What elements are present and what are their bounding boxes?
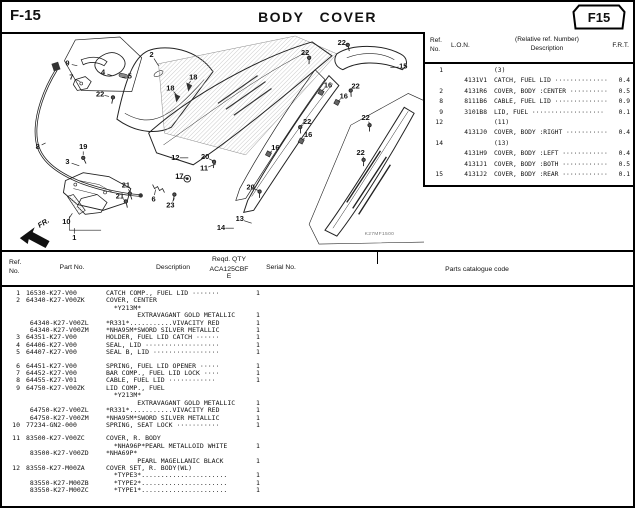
parts-table-row bbox=[2, 290, 633, 297]
ref-no-cell: 9 bbox=[439, 108, 443, 116]
callout-number: 22 bbox=[361, 113, 370, 123]
ref-table-row bbox=[425, 160, 633, 170]
callout-number: 16 bbox=[323, 80, 333, 90]
callout-number: 17 bbox=[175, 171, 184, 181]
latch-assembly-shape bbox=[63, 173, 130, 230]
callout-number: 16 bbox=[339, 91, 348, 101]
part-no-cell: 16530-K27-V00 bbox=[26, 289, 77, 297]
lon-cell: 4131J1 bbox=[464, 160, 487, 168]
parts-table-row bbox=[2, 297, 633, 304]
ref-no-cell: 15 bbox=[435, 171, 443, 179]
part-no-cell: 64750-K27-V00ZK bbox=[26, 383, 85, 392]
col-description-label: Description bbox=[156, 264, 190, 271]
part-no-cell: 64340-K27-V00ZM bbox=[26, 326, 89, 335]
parts-table-row bbox=[2, 312, 633, 319]
description-cell: *Y213M* bbox=[106, 392, 142, 400]
ref-no-cell: 6 bbox=[16, 361, 20, 370]
ref-table-row bbox=[425, 108, 633, 118]
ref-no-cell: 1 bbox=[16, 289, 20, 297]
description-cell: *R331*...........VIVACITY RED bbox=[106, 319, 220, 327]
description-cell: SEAL B, LID ················· bbox=[106, 349, 220, 357]
callout-number: 8 bbox=[35, 141, 40, 151]
part-no-cell: 64351-K27-V00 bbox=[26, 333, 77, 342]
frt-cell: 0.4 bbox=[618, 150, 630, 158]
parts-table-row bbox=[2, 458, 633, 465]
callout-number: 16 bbox=[271, 142, 280, 152]
ref-no-cell bbox=[2, 487, 20, 494]
callout-leader-line bbox=[107, 74, 112, 76]
frt-cell: 0.4 bbox=[618, 129, 630, 137]
frt-cell bbox=[608, 139, 633, 149]
ref-no-cell: 8 bbox=[439, 98, 443, 106]
qty-cell: 1 bbox=[256, 486, 260, 495]
frt-cell: 0.9 bbox=[618, 98, 630, 106]
diagram-code: K27MF1500 bbox=[364, 232, 395, 238]
parts-table-row bbox=[2, 450, 633, 457]
callout-number: 22 bbox=[303, 117, 312, 127]
parts-table-row bbox=[2, 472, 633, 479]
description-cell: COVER, BODY :BOTH ············ bbox=[494, 160, 608, 168]
qty-cell: 1 bbox=[256, 361, 260, 370]
callout-number: 12 bbox=[171, 152, 180, 162]
exploded-diagram-drawing bbox=[8, 34, 424, 248]
parts-table-row bbox=[2, 363, 633, 370]
callout-leader-line bbox=[244, 221, 252, 224]
description-cell: LID COMP., FUEL bbox=[106, 384, 165, 392]
description-cell: CABLE, FUEL LID ·············· bbox=[494, 98, 608, 106]
parts-table-row bbox=[2, 480, 633, 487]
page-tab-label: F15 bbox=[587, 10, 611, 25]
callout-number: 5 bbox=[127, 71, 132, 81]
parts-table-row bbox=[2, 349, 633, 356]
qty-cell: 1 bbox=[256, 471, 260, 480]
part-no-cell: 83500-K27-V00ZD bbox=[26, 449, 89, 458]
callout-number: 22 bbox=[301, 47, 310, 57]
callout-number: 18 bbox=[189, 72, 198, 82]
description-cell: SEAL, LID ··················· bbox=[106, 341, 220, 349]
ref-table-row bbox=[425, 66, 633, 76]
parts-table-row bbox=[2, 443, 633, 450]
col-ref-label-2: No. bbox=[430, 46, 441, 53]
reference-table bbox=[423, 32, 633, 187]
ref-no-cell: 5 bbox=[16, 348, 20, 357]
description-cell: *Y213M* bbox=[106, 304, 142, 312]
description-cell: CATCH, FUEL LID ·············· bbox=[494, 77, 608, 85]
lon-cell: 4131R6 bbox=[464, 87, 487, 95]
parts-table-rows bbox=[2, 287, 633, 495]
ref-table-row bbox=[425, 118, 633, 128]
part-no-cell: 64452-K27-V00 bbox=[26, 369, 77, 378]
description-cell: COVER SET, R. BODY(WL) bbox=[106, 464, 193, 472]
parts-table-row bbox=[2, 435, 633, 442]
ref-table-row bbox=[425, 97, 633, 107]
exploded-diagram bbox=[8, 34, 424, 248]
rear-grip-shape bbox=[335, 46, 407, 69]
callout-number: 23 bbox=[166, 200, 175, 210]
ref-table-row bbox=[425, 76, 633, 86]
callout-number: 13 bbox=[235, 214, 244, 224]
description-cell: *R331*...........VIVACITY RED bbox=[106, 407, 220, 415]
callout-number: 16 bbox=[304, 130, 313, 140]
callout-number: 20 bbox=[246, 182, 255, 192]
qty-cell: 1 bbox=[256, 456, 260, 465]
parts-table-row bbox=[2, 415, 633, 422]
page-tab bbox=[572, 4, 626, 30]
part-no-cell: 64340-K27-V00ZL bbox=[26, 318, 89, 327]
description-cell: *NHA69P* bbox=[106, 450, 138, 458]
qty-cell: 1 bbox=[256, 326, 260, 335]
qty-cell: 1 bbox=[256, 441, 260, 450]
callout-number: 15 bbox=[399, 61, 408, 71]
ref-no-cell: 3 bbox=[16, 333, 20, 342]
parts-table-row bbox=[2, 370, 633, 377]
parts-table-row bbox=[2, 487, 633, 494]
ref-no-cell: 2 bbox=[439, 87, 443, 95]
description-cell: SPRING, SEAT LOCK ··········· bbox=[106, 421, 220, 429]
lon-cell: 4131V1 bbox=[464, 77, 487, 85]
ref-no-cell: 8 bbox=[16, 376, 20, 385]
ref-no-cell bbox=[425, 149, 443, 159]
parts-table-row bbox=[2, 465, 633, 472]
ref-no-cell: 2 bbox=[16, 296, 20, 305]
frt-cell bbox=[608, 118, 633, 128]
qty-cell: 1 bbox=[256, 478, 260, 487]
parts-table-row bbox=[2, 327, 633, 334]
callout-leader-line bbox=[72, 65, 78, 66]
callout-number: 18 bbox=[166, 83, 175, 93]
qty-cell: 1 bbox=[256, 413, 260, 422]
col-relative-label: (Relative ref. Number) bbox=[515, 36, 579, 43]
ref-no-cell: 7 bbox=[16, 369, 20, 378]
col-qty-label: Reqd. QTY bbox=[212, 256, 246, 263]
ref-table-row bbox=[425, 87, 633, 97]
page-title: BODY COVER bbox=[258, 9, 377, 25]
qty-cell: 1 bbox=[256, 376, 260, 385]
part-no-cell: 83550-K27-M00ZB bbox=[26, 478, 89, 487]
ref-no-cell: 9 bbox=[16, 383, 20, 392]
description-cell: COVER, BODY :CENTER ·········· bbox=[494, 87, 608, 95]
callout-number: 10 bbox=[62, 217, 71, 227]
description-cell: BAR COMP., FUEL LID LOCK ···· bbox=[106, 370, 220, 378]
qty-cell: 1 bbox=[256, 398, 260, 407]
lon-cell bbox=[443, 66, 487, 76]
description-cell: COVER, BODY :RIGHT ··········· bbox=[494, 129, 608, 137]
col-ref-label-2: No. bbox=[9, 268, 20, 275]
callout-number: 21 bbox=[121, 180, 130, 190]
parts-table-row bbox=[2, 407, 633, 414]
ref-no-cell: 12 bbox=[12, 463, 20, 472]
description-cell: *TYPE3*...................... bbox=[106, 472, 228, 480]
qty-cell: 1 bbox=[256, 340, 260, 349]
lon-cell: 4131J2 bbox=[464, 171, 487, 179]
description-cell: EXTRAVAGANT GOLD METALLIC bbox=[106, 399, 236, 407]
callout-leader-line bbox=[72, 163, 80, 166]
lon-cell bbox=[443, 139, 487, 149]
qty-cell: 1 bbox=[256, 369, 260, 378]
page-code: F-15 bbox=[10, 7, 41, 24]
reference-table-header bbox=[425, 32, 633, 64]
ref-no-cell: 4 bbox=[16, 340, 20, 349]
description-cell: *TYPE2*...................... bbox=[106, 479, 228, 487]
part-no-cell: 64750-K27-V00ZM bbox=[26, 413, 89, 422]
col-catalogue-code-label: Parts catalogue code bbox=[445, 266, 509, 273]
frt-cell: 0.1 bbox=[618, 171, 630, 179]
callout-number: 19 bbox=[79, 141, 88, 151]
col-ref-label: Ref. bbox=[430, 37, 442, 44]
callout-number: 2 bbox=[149, 49, 154, 59]
callout-number: 22 bbox=[356, 147, 365, 157]
col-qty-model-label-2: E bbox=[226, 273, 232, 280]
ref-table-row bbox=[425, 170, 633, 180]
description-cell: LID, FUEL ··················· bbox=[494, 108, 604, 116]
col-qty-model-label: ACA125CBF bbox=[209, 266, 249, 273]
part-no-cell bbox=[20, 305, 106, 312]
frt-cell: 0.1 bbox=[618, 108, 630, 116]
description-cell: *NHA95M*SWORD SILVER METALLIC bbox=[106, 327, 220, 335]
parts-table-row bbox=[2, 334, 633, 341]
part-no-cell: 64451-K27-V00 bbox=[26, 361, 77, 370]
frt-cell: 0.4 bbox=[618, 77, 630, 85]
frt-cell bbox=[608, 66, 633, 76]
ref-table-row bbox=[425, 128, 633, 138]
callout-leader-line bbox=[208, 164, 216, 167]
description-cell: *NHA95M*SWORD SILVER METALLIC bbox=[106, 414, 220, 422]
ref-table-row bbox=[425, 139, 633, 149]
callout-number: 22 bbox=[337, 37, 346, 47]
fr-arrow-label: FR. bbox=[35, 215, 51, 230]
qty-cell: 1 bbox=[256, 348, 260, 357]
lon-cell bbox=[443, 118, 487, 128]
qty-cell: 1 bbox=[256, 289, 260, 297]
callout-number: 20 bbox=[200, 151, 210, 161]
description-cell: SPRING, FUEL LID OPENER ····· bbox=[106, 362, 220, 370]
ref-no-cell: 14 bbox=[435, 139, 443, 147]
callout-number: 21 bbox=[115, 191, 125, 201]
frt-cell: 0.5 bbox=[618, 160, 630, 168]
parts-table-row bbox=[2, 385, 633, 392]
part-no-cell: 83550-K27-M00ZA bbox=[26, 463, 85, 472]
parts-table-row bbox=[2, 400, 633, 407]
fr-arrow-icon bbox=[20, 216, 51, 248]
ref-no-cell bbox=[425, 128, 443, 138]
callout-number: 1 bbox=[72, 233, 77, 243]
parts-table-row bbox=[2, 305, 633, 312]
parts-table-header bbox=[2, 250, 633, 287]
part-no-cell: 77234-GN2-000 bbox=[26, 420, 77, 429]
parts-table-row bbox=[2, 422, 633, 429]
description-cell: (13) bbox=[494, 139, 510, 147]
ref-no-cell: 10 bbox=[12, 420, 20, 429]
part-no-cell: 64406-K27-V00 bbox=[26, 340, 77, 349]
frt-cell: 0.5 bbox=[618, 87, 630, 95]
description-cell: EXTRAVAGANT GOLD METALLIC bbox=[106, 312, 236, 320]
description-cell: COVER, BODY :LEFT ············ bbox=[494, 150, 608, 158]
qty-cell: 1 bbox=[256, 311, 260, 320]
qty-cell: 1 bbox=[256, 420, 260, 429]
callout-number: 22 bbox=[351, 81, 360, 91]
part-no-cell: 83500-K27-V00ZC bbox=[26, 434, 85, 443]
callout-number: 4 bbox=[100, 67, 106, 77]
part-no-cell: 64750-K27-V00ZL bbox=[26, 406, 89, 415]
parts-table-row bbox=[2, 377, 633, 384]
description-cell: PEARL MAGELLANIC BLACK bbox=[106, 457, 224, 465]
col-part-no-label: Part No. bbox=[59, 264, 85, 271]
callout-number: 22 bbox=[95, 89, 105, 99]
ref-no-cell: 11 bbox=[12, 434, 20, 443]
col-frt-label: F.R.T. bbox=[612, 42, 629, 49]
parts-table-row bbox=[2, 392, 633, 399]
callout-number: 14 bbox=[216, 223, 226, 233]
callout-number: 3 bbox=[65, 156, 70, 166]
description-cell: CATCH COMP., FUEL LID ······· bbox=[106, 290, 220, 297]
header-divider bbox=[377, 252, 378, 264]
callout-leader-line bbox=[42, 143, 46, 145]
ref-no-cell bbox=[425, 160, 443, 170]
callout-leader-line bbox=[363, 157, 364, 158]
lon-cell: 8111B6 bbox=[464, 98, 487, 106]
qty-cell: 1 bbox=[256, 333, 260, 342]
description-cell: *TYPE1*...................... bbox=[106, 487, 228, 495]
description-cell: (3) bbox=[494, 67, 506, 74]
parts-table-row bbox=[2, 342, 633, 349]
description-cell: COVER, CENTER bbox=[106, 297, 157, 305]
description-cell: COVER, BODY :REAR ············ bbox=[494, 171, 608, 179]
parts-table bbox=[2, 250, 633, 506]
lon-cell: 4131H9 bbox=[464, 150, 487, 158]
ref-table-row bbox=[425, 149, 633, 159]
part-no-cell bbox=[20, 392, 106, 399]
qty-cell: 1 bbox=[256, 406, 260, 415]
col-ref-label: Ref. bbox=[9, 259, 22, 266]
description-cell: HOLDER, FUEL LID CATCH ······ bbox=[106, 334, 220, 342]
part-no-cell: 64340-K27-V00ZK bbox=[26, 296, 85, 305]
lon-cell: 4131J0 bbox=[464, 129, 487, 137]
fuel-lid-group-shape bbox=[64, 37, 141, 91]
col-description-label: Description bbox=[530, 45, 564, 52]
callout-number: 6 bbox=[151, 194, 156, 204]
ref-no-cell: 1 bbox=[439, 67, 443, 74]
description-cell: CABLE, FUEL LID ············ bbox=[106, 377, 216, 385]
part-no-cell: 83550-K27-M00ZC bbox=[26, 486, 89, 495]
description-cell: *NHA96P*PEARL METALLOID WHITE bbox=[106, 442, 228, 450]
description-cell: COVER, R. BODY bbox=[106, 435, 161, 443]
part-no-cell: 64407-K27-V00 bbox=[26, 348, 77, 357]
callout-number: 11 bbox=[200, 163, 209, 173]
col-lon-label: L.O.N. bbox=[451, 42, 470, 49]
callout-leader-line bbox=[154, 59, 159, 66]
qty-cell: 1 bbox=[256, 318, 260, 327]
callout-leader-line bbox=[104, 95, 109, 96]
description-cell: (11) bbox=[494, 119, 510, 127]
col-serial-label: Serial No. bbox=[266, 264, 296, 271]
page-header bbox=[2, 2, 633, 34]
ref-table-rows bbox=[425, 64, 633, 180]
callout-number: 7 bbox=[69, 72, 74, 82]
callout-leader-line bbox=[209, 159, 213, 161]
ref-no-cell bbox=[425, 76, 443, 86]
callout-leader-line bbox=[128, 189, 129, 191]
lon-cell: 3101B8 bbox=[464, 108, 487, 116]
callout-number: 9 bbox=[65, 58, 70, 68]
ref-no-cell: 12 bbox=[435, 119, 443, 127]
parts-table-row bbox=[2, 320, 633, 327]
part-no-cell: 64455-K27-V01 bbox=[26, 376, 77, 385]
